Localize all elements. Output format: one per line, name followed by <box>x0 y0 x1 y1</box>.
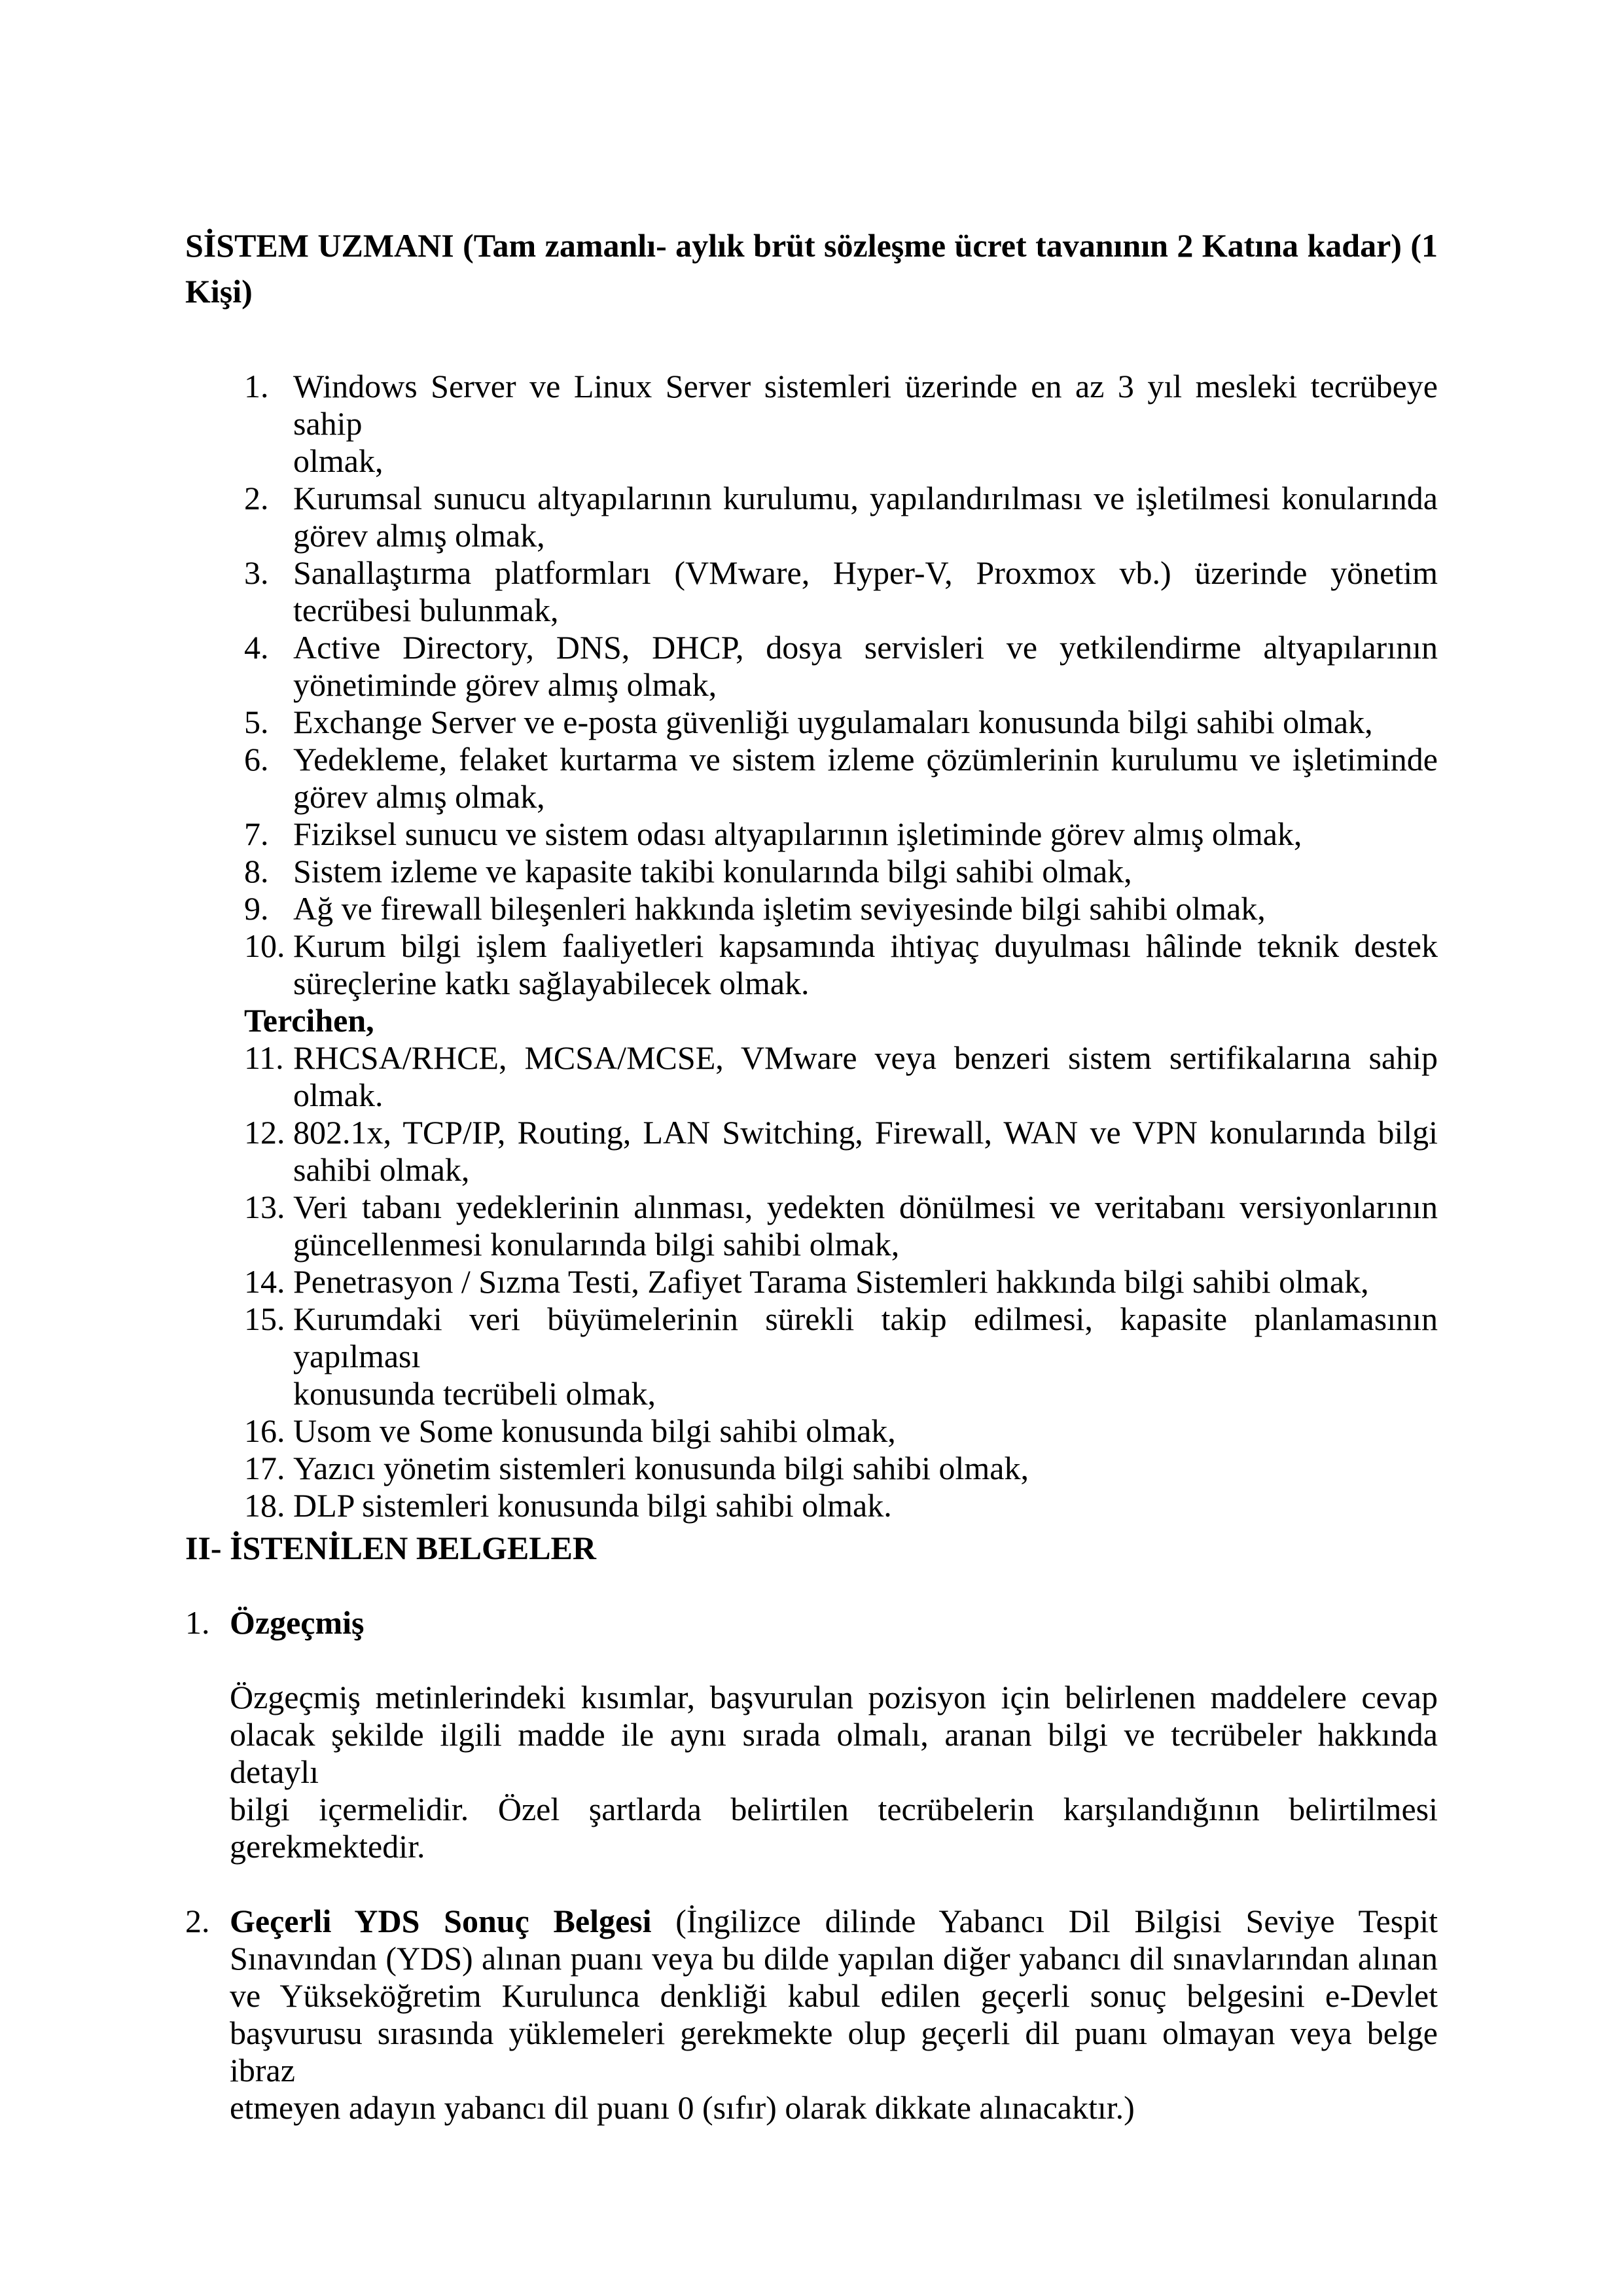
text-line: başvurusu sırasında yüklemeleri gerekmekte olup geçerli dil puanı olmayan veya belge ibraz <box>230 2015 1438 2089</box>
text-line: Fiziksel sunucu ve sistem odası altyapılarının işletiminde görev almış olmak, <box>293 816 1302 852</box>
text-line: gerekmektedir. <box>230 1828 425 1865</box>
item-text <box>293 368 1438 480</box>
text-line: Özgeçmiş metinlerindeki kısımlar, başvurulan pozisyon için belirlenen maddelere cevap <box>230 1679 1438 1715</box>
text-line: etmeyen adayın yabancı dil puanı 0 (sıfır) olarak dikkate alınacaktır.) <box>230 2089 1135 2126</box>
list-item <box>185 1114 1438 1189</box>
item-text <box>293 1450 1438 1487</box>
yds-lead-rest: (İngilizce dilinde Yabancı Dil Bilgisi Seviye Tespit <box>651 1903 1438 1939</box>
item-number: 13. <box>244 1189 285 1225</box>
text-line: görev almış olmak, <box>293 778 545 815</box>
text-line: Kurumsal sunucu altyapılarının kurulumu, yapılandırılması ve işletilmesi konularında <box>293 480 1438 516</box>
item-number: 5. <box>244 704 269 740</box>
text-line: Usom ve Some konusunda bilgi sahibi olmak, <box>293 1412 896 1449</box>
item-text <box>293 853 1438 890</box>
yds-lead-bold: Geçerli YDS Sonuç Belgesi <box>230 1903 652 1939</box>
item-text <box>293 1039 1438 1114</box>
item-number: 2. <box>244 480 269 516</box>
text-line: tecrübesi bulunmak, <box>293 592 559 628</box>
item-number: 9. <box>244 890 269 927</box>
list-item <box>185 554 1438 629</box>
doc-item-resume <box>185 1604 1438 1641</box>
item-number: 18. <box>244 1487 285 1524</box>
text-line: olacak şekilde ilgili madde ile aynı sırada olmalı, aranan bilgi ve tecrübeler hakkında detaylı <box>230 1716 1438 1790</box>
yds-text <box>230 1903 1438 2126</box>
item-number: 7. <box>244 816 269 852</box>
item-number: 12. <box>244 1114 285 1151</box>
doc-item-number: 2. <box>185 1903 210 1939</box>
text-line: ve Yükseköğretim Kurulunca denkliği kabul edilen geçerli sonuç belgesini e-Devlet <box>230 1977 1438 2014</box>
text-line: Kurum bilgi işlem faaliyetleri kapsamında ihtiyaç duyulması hâlinde teknik destek <box>293 927 1438 964</box>
text-line: görev almış olmak, <box>293 517 545 554</box>
text-line: RHCSA/RHCE, MCSA/MCSE, VMware veya benzeri sistem sertifikalarına sahip <box>293 1039 1438 1076</box>
text-line: Ağ ve firewall bileşenleri hakkında işletim seviyesinde bilgi sahibi olmak, <box>293 890 1266 927</box>
item-text <box>293 629 1438 704</box>
text-line: yönetiminde görev almış olmak, <box>293 666 717 703</box>
text-line <box>230 1903 1438 1940</box>
doc-item-title: Özgeçmiş <box>230 1604 365 1641</box>
list-item <box>185 1412 1438 1450</box>
item-number: 15. <box>244 1300 285 1337</box>
item-number: 11. <box>244 1039 284 1076</box>
text-line: olmak. <box>293 1077 383 1113</box>
item-text <box>293 1412 1438 1450</box>
item-number: 17. <box>244 1450 285 1486</box>
list-item <box>185 629 1438 704</box>
title-line: Kişi) <box>185 273 253 310</box>
item-number: 16. <box>244 1412 285 1449</box>
text-line: Kurumdaki veri büyümelerinin sürekli takip edilmesi, kapasite planlamasının yapılması <box>293 1300 1438 1374</box>
item-text <box>293 704 1438 741</box>
item-text <box>293 927 1438 1002</box>
item-number: 6. <box>244 741 269 778</box>
text-line: olmak, <box>293 442 383 479</box>
text-line: 802.1x, TCP/IP, Routing, LAN Switching, Firewall, WAN ve VPN konularında bilgi <box>293 1114 1438 1151</box>
text-line: Veri tabanı yedeklerinin alınması, yedekten dönülmesi ve veritabanı versiyonlarının <box>293 1189 1438 1225</box>
preferred-heading: Tercihen, <box>244 1002 374 1039</box>
text-line: sahibi olmak, <box>293 1151 470 1188</box>
list-item <box>185 853 1438 890</box>
text-line: süreçlerine katkı sağlayabilecek olmak. <box>293 965 810 1001</box>
item-number: 8. <box>244 853 269 889</box>
item-text <box>293 554 1438 629</box>
text-line: DLP sistemleri konusunda bilgi sahibi olmak. <box>293 1487 892 1524</box>
item-text <box>293 1189 1438 1263</box>
item-text <box>293 741 1438 816</box>
text-line: Yazıcı yönetim sistemleri konusunda bilgi sahibi olmak, <box>293 1450 1029 1486</box>
list-item <box>185 1263 1438 1300</box>
list-item <box>185 927 1438 1002</box>
item-text <box>293 480 1438 554</box>
requirements-list <box>185 368 1438 1002</box>
doc-item-yds <box>185 1903 1438 2126</box>
text-line: konusunda tecrübeli olmak, <box>293 1375 656 1412</box>
item-text <box>293 890 1438 927</box>
job-title <box>185 223 1438 314</box>
list-item <box>185 704 1438 741</box>
list-item <box>185 480 1438 554</box>
item-text <box>293 1114 1438 1189</box>
text-line: bilgi içermelidir. Özel şartlarda belirtilen tecrübelerin karşılandığının belirtilmesi <box>230 1791 1438 1827</box>
list-item <box>185 816 1438 853</box>
resume-paragraph <box>185 1679 1438 1865</box>
text-line: güncellenmesi konularında bilgi sahibi olmak, <box>293 1226 900 1263</box>
list-item <box>185 741 1438 816</box>
item-text <box>293 1487 1438 1524</box>
list-item <box>185 1039 1438 1114</box>
preferred-section <box>185 1002 1438 1524</box>
doc-item-number: 1. <box>185 1604 210 1641</box>
list-item <box>185 1300 1438 1412</box>
text-line: Penetrasyon / Sızma Testi, Zafiyet Tarama Sistemleri hakkında bilgi sahibi olmak, <box>293 1263 1369 1300</box>
list-item <box>185 1487 1438 1524</box>
preferred-list <box>185 1039 1438 1524</box>
text-line: Active Directory, DNS, DHCP, dosya servisleri ve yetkilendirme altyapılarının <box>293 629 1438 666</box>
text-line: Yedekleme, felaket kurtarma ve sistem izleme çözümlerinin kurulumu ve işletiminde <box>293 741 1438 778</box>
item-number: 4. <box>244 629 269 666</box>
item-number: 1. <box>244 368 269 404</box>
section-heading: II- İSTENİLEN BELGELER <box>185 1530 597 1566</box>
item-number: 14. <box>244 1263 285 1300</box>
list-item <box>185 1189 1438 1263</box>
text-line: Sistem izleme ve kapasite takibi konularında bilgi sahibi olmak, <box>293 853 1132 889</box>
list-item <box>185 368 1438 480</box>
title-line: SİSTEM UZMANI (Tam zamanlı- aylık brüt sözleşme ücret tavanının 2 Katına kadar) (1 <box>185 227 1438 264</box>
item-text <box>293 816 1438 853</box>
text-line: Windows Server ve Linux Server sistemleri üzerinde en az 3 yıl mesleki tecrübeye sahip <box>293 368 1438 442</box>
list-item <box>185 1450 1438 1487</box>
text-line: Exchange Server ve e-posta güvenliği uygulamaları konusunda bilgi sahibi olmak, <box>293 704 1373 740</box>
item-text <box>293 1300 1438 1412</box>
item-text <box>293 1263 1438 1300</box>
list-item <box>185 890 1438 927</box>
item-number: 3. <box>244 554 269 591</box>
text-line: Sanallaştırma platformları (VMware, Hyper-V, Proxmox vb.) üzerinde yönetim <box>293 554 1438 591</box>
text-line: Sınavından (YDS) alınan puanı veya bu dilde yapılan diğer yabancı dil sınavlarından alınan <box>230 1940 1438 1977</box>
item-number: 10. <box>244 927 285 964</box>
